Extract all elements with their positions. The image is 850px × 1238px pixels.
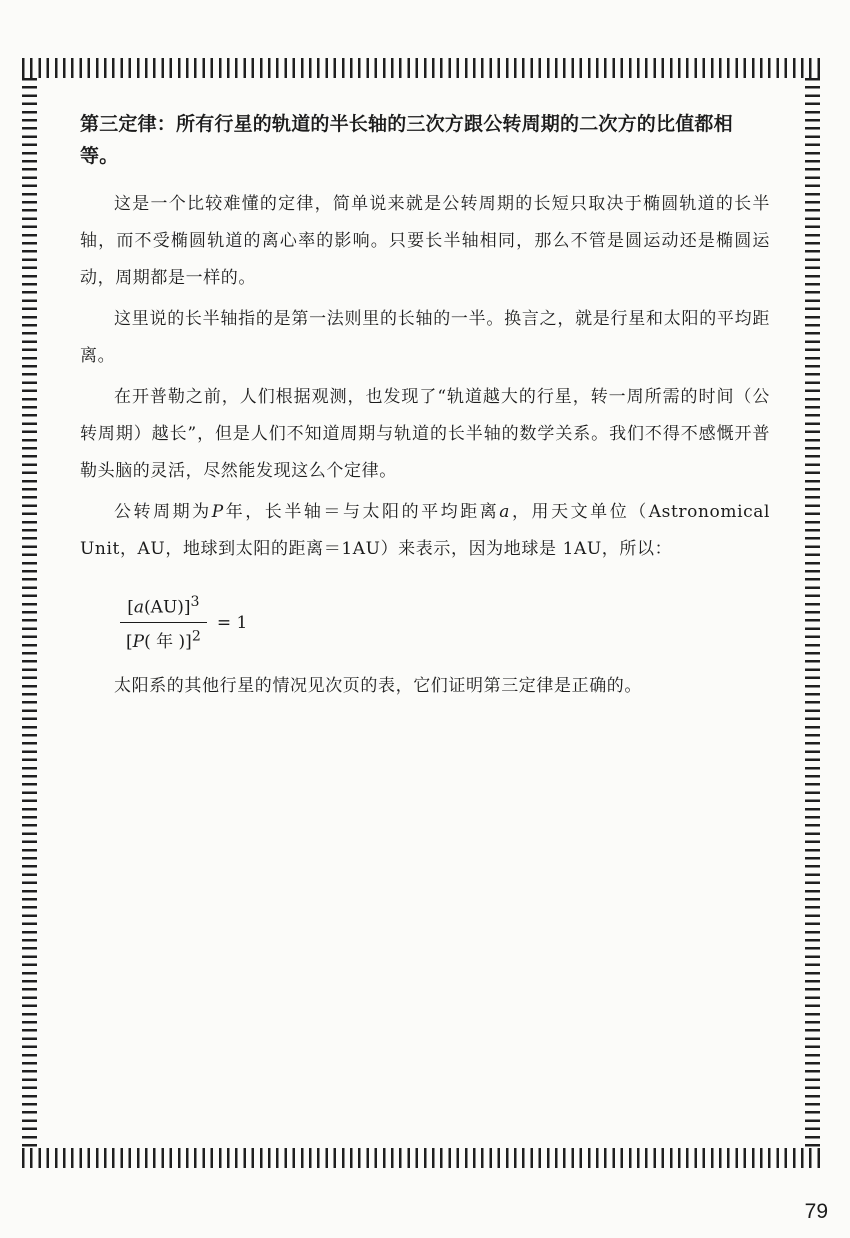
border-right xyxy=(805,78,820,1148)
paragraph-4 xyxy=(80,494,770,568)
paragraph-4-part-b: 年，长半轴＝与太阳的平均距离 xyxy=(223,502,500,522)
formula-result: = 1 xyxy=(216,612,248,633)
formula-denominator: [P( 年 )]$^2$ xyxy=(126,628,201,652)
border-top xyxy=(22,58,820,78)
page-number: 79 xyxy=(804,1200,828,1223)
page-content xyxy=(80,108,770,709)
law-title: 第三定律：所有行星的轨道的半长轴的三次方跟公转周期的二次方的比值都相等。 xyxy=(80,113,733,167)
paragraph-3: 在开普勒之前，人们根据观测，也发现了“轨道越大的行星，转一周所需的时间（公转周期）越长”，但是人们不知道周期与轨道的长半轴的数学关系。我们不得不感慨开普勒头脑的灵活，尽然能发现这么个定律。 xyxy=(80,387,770,481)
border-bottom xyxy=(22,1148,820,1168)
paragraph-2: 这里说的长半轴指的是第一法则里的长轴的一半。换言之，就是行星和太阳的平均距离。 xyxy=(80,309,770,366)
formula-numerator: $[a(AU)]^3$ xyxy=(127,594,200,618)
paragraph-4-part-c: ，用天文单位（Astronomical Unit，AU，地球到太阳的距离＝1AU）来表示，因为地球是 1AU，所以： xyxy=(80,502,771,559)
paragraph-4-part-a: 公转周期为 xyxy=(114,502,212,522)
kepler-third-law-formula xyxy=(120,590,770,656)
formula-fraction xyxy=(120,590,207,656)
paragraph-5: 太阳系的其他行星的情况见次页的表，它们证明第三定律是正确的。 xyxy=(114,675,642,696)
variable-p: P xyxy=(211,502,224,522)
border-left xyxy=(22,78,37,1148)
paragraph-1: 这是一个比较难懂的定律，简单说来就是公转周期的长短只取决于椭圆轨道的长半轴，而不受椭圆轨道的离心率的影响。只要长半轴相同，那么不管是圆运动还是椭圆运动，周期都是一样的。 xyxy=(80,194,770,288)
variable-a: a xyxy=(499,502,511,522)
